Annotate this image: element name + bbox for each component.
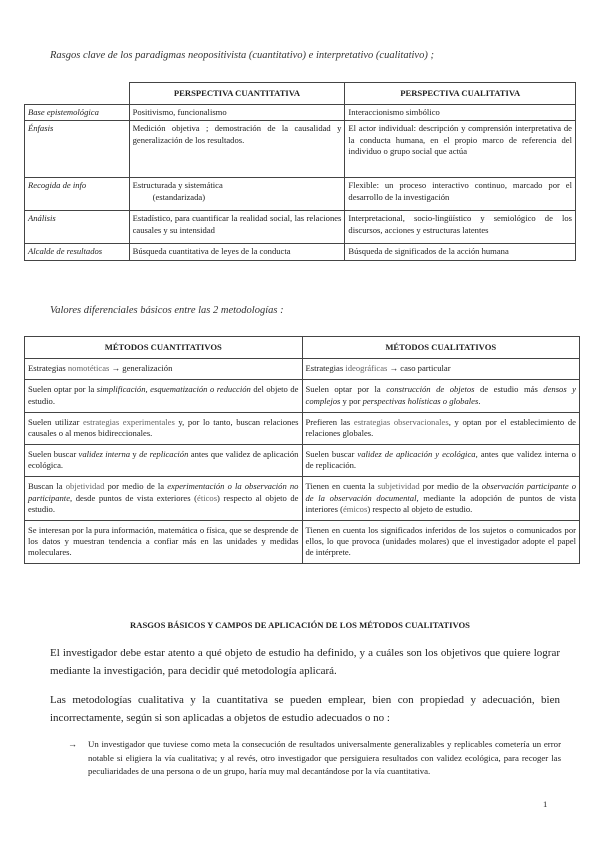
table-row [25, 105, 576, 121]
paradigms-table [24, 82, 576, 261]
quant-cell [129, 178, 345, 211]
quant-cell: Búsqueda cuantitativa de leyes de la conducta [129, 244, 345, 260]
table-row [25, 121, 576, 178]
text: Buscan la [28, 481, 66, 492]
arrow-bullet-icon: → [68, 739, 77, 749]
quant-cell: Se interesan por la pura información, matemática o física, que se desprende de los datos y muestran tendencia a confiar más en las unidades y medidas moleculares. [25, 520, 303, 564]
bullet-text: Un investigador que tuviese como meta la consecución de resultados universalmente generalizables y replicables cometería un error notable si eligiera la vía cualitativa; y al revés, otro investigador que persiguiera resultados con validez ecológica, para recoger las peculiaridades de una persona o de un grupo, haría muy mal decantándose por la vía cuantitativa. [88, 739, 561, 777]
section-title: RASGOS BÁSICOS Y CAMPOS DE APLICACIÓN DE LOS MÉTODOS CUALITATIVOS [130, 620, 470, 630]
quant-cell-line1: Estructurada y sistemática [132, 180, 223, 191]
text: y, por lo tanto, buscan relaciones causales o al menos bidireccionales. [28, 416, 299, 438]
text: antes que validez de aplicación ecológica. [28, 449, 299, 471]
row-label: Énfasis [25, 121, 130, 178]
emphasis: construcción de objetos [386, 384, 475, 395]
text: por medio de la [419, 481, 482, 492]
highlight: objetividad [65, 481, 105, 492]
table-row [25, 520, 580, 564]
emphasis: perspectivas holísticas o globales [362, 395, 479, 406]
paragraph: El investigador debe estar atento a qué objeto de estudio ha definido, y a cuáles son los objetivos que quiere lograr mediante la investigación, para decidir qué metodología aplicará. [50, 647, 560, 677]
text: , y optan por el establecimiento de relaciones globales. [305, 416, 576, 438]
text: Suelen optar por la [28, 384, 97, 395]
table1-intro: Rasgos clave de los paradigmas neopositivista (cuantitativo) e interpretativo (cualitativo) ; [50, 50, 434, 61]
text: , desde puntos de vista exteriores ( [70, 492, 197, 503]
highlight: nomotéticas [67, 363, 110, 374]
quant-cell [25, 477, 303, 521]
table-row [25, 380, 580, 412]
methods-table [24, 336, 580, 564]
row-label: Alcalde de resultados [25, 244, 130, 260]
row-label: Recogida de info [25, 178, 130, 211]
quant-cell: Estadístico, para cuantificar la realidad social, las relaciones causales y su intensidad [129, 211, 345, 244]
quant-cell-line2: (estandarizada) [152, 191, 206, 202]
text: Estrategias [28, 363, 68, 374]
qual-cell [302, 380, 580, 412]
text: ) respecto al objeto de estudio. [367, 503, 473, 514]
table-row [25, 211, 576, 244]
emphasis: validez de aplicación y ecológica [357, 449, 476, 460]
qual-cell [302, 477, 580, 521]
header-quantitative-methods: MÉTODOS CUANTITATIVOS [25, 337, 303, 359]
qual-cell [302, 412, 580, 444]
table-header-row [25, 83, 576, 105]
quant-cell: Medición objetiva ; demostración de la causalidad y generalización de los resultados. [129, 121, 345, 178]
table-row [25, 178, 576, 211]
text: → generalización [109, 363, 173, 374]
table-row [25, 244, 576, 260]
text: . [478, 395, 481, 406]
table-row [25, 412, 580, 444]
highlight: éticos [197, 492, 218, 503]
qual-cell: El actor individual: descripción y comprensión interpretativa de la conducta humana, en el propio marco de referencia del individuo o grupo social que actúa [345, 121, 576, 178]
header-qualitative-methods: MÉTODOS CUALITATIVOS [302, 337, 580, 359]
quant-cell [25, 445, 303, 477]
header-quantitative: PERSPECTIVA CUANTITATIVA [129, 83, 345, 105]
table-header-row [25, 337, 580, 359]
emphasis: simplificación, esquematización o reducción [96, 384, 251, 395]
text: ) respecto al objeto de estudio. [28, 492, 299, 514]
highlight: estrategias observacionales [353, 416, 449, 427]
text: Suelen utilizar [28, 416, 83, 427]
table-row [25, 445, 580, 477]
text: y [130, 449, 140, 460]
highlight: ideográficas [345, 363, 388, 374]
quant-cell [25, 359, 303, 380]
header-qualitative: PERSPECTIVA CUALITATIVA [345, 83, 576, 105]
emphasis: validez interna [78, 449, 131, 460]
text: por medio de la [104, 481, 168, 492]
qual-cell: Tienen en cuenta los significados inferidos de los sujetos o comunicados por ellos, lo que provoca (unidades molares) que el investigador adopte el papel de intérprete. [302, 520, 580, 564]
qual-cell: Interaccionismo simbólico [345, 105, 576, 121]
text: Estrategias [305, 363, 346, 374]
emphasis: experimentación o la observación no participante [28, 481, 299, 503]
emphasis: observación participante o de la observación documental [305, 481, 576, 503]
paragraph: Las metodologías cualitativa y la cuantitativa se pueden emplear, bien con propiedad y adecuación, bien incorrectamente, según si son aplicadas a objetos de estudio adecuados o no : [50, 694, 560, 724]
quant-cell [25, 412, 303, 444]
text: Tienen en cuenta la [305, 481, 378, 492]
highlight: émicos [342, 503, 368, 514]
qual-cell: Flexible: un proceso interactivo continuo, marcado por el desarrollo de la investigación [345, 178, 576, 211]
table2-intro: Valores diferenciales básicos entre las 2 metodologías : [50, 305, 284, 316]
header-blank [25, 83, 130, 105]
row-label: Base epistemológica [25, 105, 130, 121]
text: del objeto de estudio. [28, 384, 299, 406]
page-number: 1 [543, 799, 548, 809]
highlight: subjetividad [377, 481, 420, 492]
text: , mediante la adopción de puntos de vista interiores ( [305, 492, 577, 514]
text: → caso particular [387, 363, 451, 374]
text: Prefieren las [305, 416, 354, 427]
quant-cell [25, 380, 303, 412]
emphasis: de replicación [139, 449, 189, 460]
qual-cell [302, 359, 580, 380]
text: , antes que validez interna o de replicación. [305, 449, 576, 471]
text: Suelen buscar [305, 449, 358, 460]
text: Suelen optar por la [305, 384, 387, 395]
text: de estudio más [474, 384, 544, 395]
highlight: estrategias experimentales [82, 416, 175, 427]
qual-cell: Interpretacional, socio-lingüístico y semiológico de los discursos, acciones y estructuras latentes [345, 211, 576, 244]
text: y por [340, 395, 363, 406]
table-row [25, 477, 580, 521]
text: Suelen buscar [28, 449, 79, 460]
table-row [25, 359, 580, 380]
row-label: Análisis [25, 211, 130, 244]
qual-cell [302, 445, 580, 477]
quant-cell: Positivismo, funcionalismo [129, 105, 345, 121]
emphasis: densos y complejos [305, 384, 577, 406]
qual-cell: Búsqueda de significados de la acción humana [345, 244, 576, 260]
